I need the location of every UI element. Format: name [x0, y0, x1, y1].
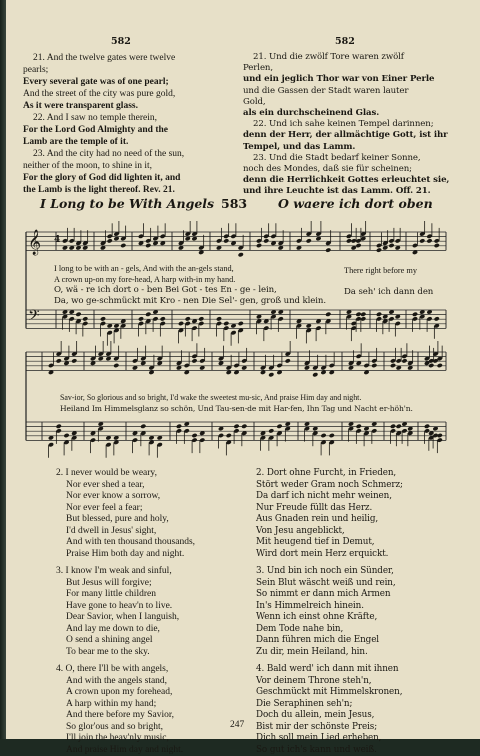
system1-lyrics: [54, 264, 326, 306]
verse-line: Praise Him both day and night.: [56, 549, 195, 561]
note-head: [226, 433, 232, 438]
note-head: [191, 358, 197, 363]
reading-line: 21. And the twelve gates were twelve: [23, 52, 233, 64]
system1-side-lyrics: [344, 266, 433, 297]
reading-line: For the Lord God Almighty and the: [23, 124, 233, 136]
note-head: [138, 316, 144, 321]
verse-line: Da darf ich nicht mehr weinen,: [256, 491, 403, 503]
verse-line: Geschmückt mit Himmelskronen,: [256, 687, 403, 699]
verse-line: Have gone to heav'n to live.: [56, 601, 195, 613]
footer-page-number: 247: [230, 720, 244, 730]
verse-line: 2. Dort ohne Furcht, in Frieden,: [256, 468, 403, 480]
note-head: [355, 312, 361, 317]
note-head: [325, 247, 331, 252]
verse-line: 3. Und bin ich noch ein Sünder,: [256, 566, 403, 578]
page-number-left: 582: [111, 36, 131, 47]
note-head: [419, 238, 425, 243]
note-head: [263, 238, 269, 243]
note-head: [241, 424, 247, 429]
note-head: [178, 321, 184, 326]
note-head: [223, 321, 229, 326]
verse-line: Doch du allein, mein Jesus,: [256, 710, 403, 722]
verse-line: 3. I know I'm weak and sinful,: [56, 566, 195, 578]
reading-line: 21. Und die zwölf Tore waren zwölf: [243, 52, 469, 63]
note-head: [312, 372, 318, 377]
note-head: [268, 372, 274, 377]
reading-line: neither of the moon, to shine in it,: [23, 160, 233, 172]
verse-line: Nur Freude füllt das Herz.: [256, 503, 403, 515]
verses-english: [56, 468, 195, 756]
treble-clef-icon: 𝄞: [28, 229, 41, 255]
verse-line: Dann führen mich die Engel: [256, 635, 403, 647]
verse-line: 4. O, there I'll be with angels,: [56, 664, 195, 676]
note-head: [75, 312, 81, 317]
verse-line: Nor ever know a sorrow,: [56, 491, 195, 503]
reading-line: Every several gate was of one pearl;: [23, 76, 233, 88]
lyric-line: O, wä - re ich dort o - ben Bei Got - tes En - ge - lein,: [54, 285, 326, 296]
reading-line: Perlen,: [243, 63, 469, 74]
verse-line: I'd dwell in Jesus' sight,: [56, 526, 195, 538]
note-head: [396, 424, 402, 429]
note-head: [256, 243, 262, 248]
verse-line: 4. Bald werd' ich dann mit ihnen: [256, 664, 403, 676]
verse-line: So gut ich's kann und weiß.: [256, 745, 403, 756]
verse-line: Nor ever feel a fear;: [56, 503, 195, 515]
note-head: [388, 243, 394, 248]
reading-line: pearls;: [23, 64, 233, 76]
verse-line: Aus Gnaden rein und heilig,: [256, 514, 403, 526]
verse-line: Die Seraphinen seh'n;: [256, 699, 403, 711]
reading-line: noch des Mondes, daß sie für scheinen;: [243, 164, 469, 175]
note-head: [216, 316, 222, 321]
reading-line: denn die Herrlichkeit Gottes erleuchtet sie,: [243, 175, 469, 186]
note-head: [120, 243, 126, 248]
note-head: [424, 424, 430, 429]
verse-line: So nimmt er dann mich Armen: [256, 589, 403, 601]
reading-german: [243, 52, 469, 198]
verse-line: Wird dort mein Herz erquickt.: [256, 549, 403, 561]
reading-line: And the street of the city was pure gold,: [23, 88, 233, 100]
hymn-title-english: I Long to be With Angels: [40, 196, 214, 211]
bass-clef-icon: 𝄢: [28, 307, 40, 328]
reading-line: als ein durchscheinend Glas.: [243, 108, 469, 119]
verse-line: And with ten thousand thousands,: [56, 537, 195, 549]
hymn-number: 583: [221, 196, 247, 211]
reading-line: und die Gassen der Stadt waren lauter: [243, 86, 469, 97]
verse-line: And there before my Savior,: [56, 710, 195, 722]
note-head: [412, 312, 418, 317]
verse-line: Wenn ich einst ohne Kräfte,: [256, 612, 403, 624]
lyric-line: Sav-ior, So glorious and so bright, I'd wake the sweetest mu-sic, And praise Him day and night.: [60, 393, 413, 404]
verse-line: Von Jesu angeblickt,: [256, 526, 403, 538]
note-head: [329, 433, 335, 438]
note-head: [238, 252, 244, 257]
page-number-right: 582: [335, 36, 355, 47]
note-head: [320, 433, 326, 438]
lyric-line: A crown up-on my fore-head, A harp with-in my hand.: [54, 275, 326, 286]
note-head: [268, 428, 274, 433]
note-head: [434, 316, 440, 321]
lyric-line: There right before my: [344, 266, 433, 277]
note-head: [356, 424, 362, 429]
verse-line: To bear me to the sky.: [56, 647, 195, 659]
verse-line: A harp within my hand;: [56, 699, 195, 711]
note-head: [100, 316, 106, 321]
note-head: [56, 424, 62, 429]
note-head: [390, 424, 396, 429]
note-head: [346, 238, 352, 243]
note-head: [176, 424, 182, 429]
verse-line: Stört weder Gram noch Schmerz;: [256, 480, 403, 492]
note-head: [437, 363, 443, 368]
note-head: [390, 363, 396, 368]
reading-line: und ihre Leuchte ist das Lamm. Off. 21.: [243, 186, 469, 197]
verse-line: But Jesus will forgive;: [56, 578, 195, 590]
reading-line: 23. And the city had no need of the sun,: [23, 148, 233, 160]
verse-line: And with the angels stand,: [56, 676, 195, 688]
verse-line: I'll join the heav'nly music,: [56, 733, 195, 745]
lyric-line: Da seh' ich dann den: [344, 287, 433, 298]
note-head: [434, 243, 440, 248]
verse-line: And lay me down to die,: [56, 624, 195, 636]
note-head: [82, 316, 88, 321]
hymnal-page: [6, 0, 480, 739]
reading-line: the Lamb is the light thereof. Rev. 21.: [23, 184, 233, 196]
note-head: [63, 433, 69, 438]
note-head: [371, 363, 377, 368]
reading-line: Tempel, und das Lamm.: [243, 142, 469, 153]
note-head: [285, 358, 291, 363]
verse-line: Dear Savior, when I languish,: [56, 612, 195, 624]
reading-line: Lamb are the temple of it.: [23, 136, 233, 148]
note-head: [437, 433, 443, 438]
verse-line: So glor'ous and so bright,: [56, 722, 195, 734]
hymn-title-german: O waere ich dort oben: [278, 196, 433, 211]
note-head: [325, 312, 331, 317]
note-head: [401, 358, 407, 363]
verse-line: Dem Tode nahe bin,: [256, 624, 403, 636]
verse-line: Vor deinem Throne steh'n,: [256, 676, 403, 688]
reading-line: Gold,: [243, 97, 469, 108]
note-head: [306, 238, 312, 243]
reading-english: [23, 52, 233, 196]
note-head: [160, 316, 166, 321]
verse-line: But blessed, pure and holy,: [56, 514, 195, 526]
verse-line: O send a shining angel: [56, 635, 195, 647]
verse-line: Mit heugend tief in Demut,: [256, 537, 403, 549]
verse-line: Zu dir, mein Heiland, hin.: [256, 647, 403, 659]
note-head: [426, 238, 432, 243]
verse-line: Dich soll mein Lied erheben,: [256, 733, 403, 745]
note-head: [191, 433, 197, 438]
note-head: [198, 316, 204, 321]
note-head: [71, 358, 77, 363]
lyric-line: Heiland Im Himmelsglanz so schön, Und Tau-sen-de mit Har-fen, Ihn Tag und Nacht er-höh'n.: [60, 404, 413, 415]
lyric-line: Da, wo ge-schmückt mit Kro - nen Die Sel'- gen, groß und klein.: [54, 296, 326, 307]
note-head: [113, 363, 119, 368]
reading-line: und ein jeglich Thor war von Einer Perle: [243, 74, 469, 85]
reading-line: denn der Herr, der allmächtige Gott, ist ihr: [243, 130, 469, 141]
note-head: [376, 312, 382, 317]
reading-line: For the glory of God did lighten it, and: [23, 172, 233, 184]
reading-line: 22. And I saw no temple therein,: [23, 112, 233, 124]
verse-line: For many little children: [56, 589, 195, 601]
verse-line: Nor ever shed a tear,: [56, 480, 195, 492]
note-head: [223, 238, 229, 243]
note-head: [355, 243, 361, 248]
note-head: [276, 424, 282, 429]
lyric-line: I long to be with an - gels, And with the an-gels stand,: [54, 264, 326, 275]
verses-german: [256, 468, 403, 756]
verse-line: Sein Blut wäscht weiß und rein,: [256, 578, 403, 590]
reading-line: As it were transparent glass.: [23, 100, 233, 112]
verse-line: In's Himmelreich hinein.: [256, 601, 403, 613]
note-head: [107, 238, 113, 243]
verse-line: A crown upon my forehead,: [56, 687, 195, 699]
note-head: [360, 312, 366, 317]
verse-line: Bist mir der schönste Preis;: [256, 722, 403, 734]
system2-lyrics: [60, 393, 413, 414]
note-head: [185, 316, 191, 321]
note-head: [56, 358, 62, 363]
reading-line: 23. Und die Stadt bedarf keiner Sonne,: [243, 153, 469, 164]
note-head: [238, 321, 244, 326]
time-signature: 4: [54, 235, 60, 245]
verse-line: 2. I never would be weary,: [56, 468, 195, 480]
verse-line: And praise Him day and night.: [56, 745, 195, 756]
note-head: [233, 424, 239, 429]
note-head: [140, 424, 146, 429]
note-head: [145, 312, 151, 317]
note-head: [376, 247, 382, 252]
note-head: [145, 243, 151, 248]
reading-line: 22. Und ich sahe keinen Tempel darinnen;: [243, 119, 469, 130]
